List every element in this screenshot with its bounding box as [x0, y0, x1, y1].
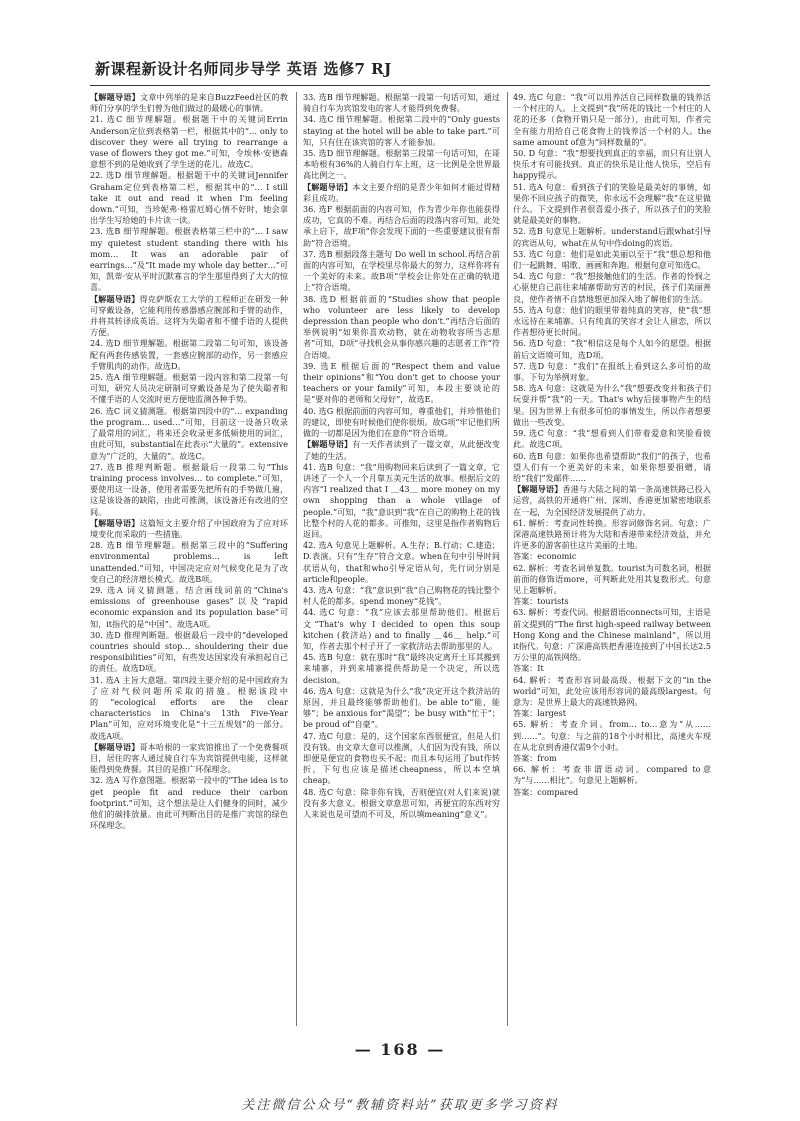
answer-paragraph	[303, 92, 500, 114]
answer-paragraph	[303, 462, 500, 540]
paragraph-text: 22. 选D 细节理解题。根据题干中的关键词Jennifer Graham定位到表格第二栏，根据其中的“… I still take it out and read it when I'm feeling down.”可知，当珍妮弗·格雷厄姆心情不好时，她会拿出学生写给她的卡片读一读。	[90, 170, 288, 226]
guide-label: 【解题导语】	[303, 439, 353, 450]
answer-paragraph	[90, 675, 288, 742]
answer-paragraph	[513, 249, 711, 271]
answer-paragraph	[513, 338, 711, 360]
paragraph-text: 59. 选C 句意：“我”想看到人们带着爱意和笑脸看彼此。故选C项。	[513, 428, 711, 450]
paragraph-text: 28. 选B 细节理解题。根据第三段中的“Suffering environmental problems… is left unattended.”可知，中国决定应对气候变化是为了改变自己的经济增长模式。故选B项。	[90, 540, 288, 584]
paragraph-text: 29. 选A 词义猜测题。结合画线词前的“China's emissions of greenhouse gases”以及“rapid economic expansion and its population base”可知，it指代的是“中国”。故选A项。	[90, 584, 288, 629]
guide-label: 【解题导语】	[90, 92, 141, 102]
answer-paragraph	[513, 764, 711, 786]
answer-paragraph	[303, 148, 500, 182]
answer-paragraph	[513, 563, 711, 597]
answer-paragraph	[303, 249, 500, 294]
paragraph-text: 61. 解析：考查词性转换。形容词修饰名词。句意：广深港高速铁路预计将为大陆和香港带来经济效益，并允许更多的游客前往这片美丽的土地。	[513, 517, 711, 551]
answer-paragraph	[90, 775, 288, 831]
paragraph-text: 53. 选C 句意：他们是如此美丽以至于“我”想总想和他们一起跳舞、唱歌、画画和奔跑。根据句意可知选C。	[513, 248, 711, 271]
section-guide-paragraph	[90, 92, 288, 114]
answer-paragraph	[303, 540, 500, 585]
paragraph-text: 24. 选D 细节理解题。根据第二段第二句可知，该设备配有两套传感装置，一套感应腕部的动作，另一套感应手臂肌肉的动作。故选D。	[90, 338, 288, 371]
answer-paragraph	[513, 182, 711, 227]
answer-paragraph	[303, 787, 500, 821]
section-guide-paragraph	[513, 484, 711, 518]
answer-paragraph	[303, 204, 500, 249]
paragraph-text: 49. 选C 句意：“我”可以用养活自己同样数量的钱养活一个村庄的人。上文提到“我”所花的钱比一个村庄的人花的还多（食物开销只是一部分），由此可知，作者完全有能力用给自己花食物上的钱养活一个村的人。the same amount of意为“同样数量的”。	[513, 92, 711, 147]
answer-paragraph	[90, 114, 288, 170]
answer-paragraph	[303, 607, 500, 652]
column-2	[303, 92, 500, 820]
paragraph-text: 60. 选B 句意：如果你也希望帮助“我们”的孩子，也希望人们有一个更美好的未来，如果你想要捐赠，请给“我们”发邮件……	[513, 450, 711, 483]
answer-paragraph	[513, 148, 711, 182]
guide-label: 【解题导语】	[303, 181, 353, 192]
paragraph-text: 本文主要介绍的是青少年如何才能过得精彩且成功。	[303, 181, 500, 203]
paragraph-text: 66. 解析：考查非谓语动词。compared to意为“与……相比”。句意见上题解析。	[513, 764, 711, 786]
answer-paragraph	[513, 92, 711, 148]
column-divider	[507, 92, 508, 1026]
paragraph-text: 哥本哈根的一家宾馆推出了一个免费餐项目，居住的客人通过骑自行车为宾馆提供电能，这样就能得到免费餐。其目的是推广环保理念。	[90, 741, 288, 775]
answer-paragraph	[513, 753, 711, 764]
paragraph-text: 65. 解析：考查介词。from… to…意为“从……到……”。句意：与之前的18个小时相比，高速火车现在从北京到香港仅需9个小时。	[513, 719, 711, 752]
section-guide-paragraph	[90, 518, 288, 540]
paragraph-text: 这篇短文主要介绍了中国政府为了应对环境变化而采取的一些措施。	[90, 517, 288, 539]
paragraph-text: 38. 选D 根据前面的“Studies show that people who volunteer are less likely to develop depression than people who don't.”再结合后面的举例说明“如果你喜欢动物，就在动物收容所当志愿者”可知，D项“寻找机会从事你感兴趣的志愿者工作”符合语境。	[303, 293, 500, 360]
answer-paragraph	[303, 361, 500, 406]
paragraph-text: 44. 选C 句意：“我”应该去那里帮助他们。根据后文“That's why I decided to open this soup kitchen (救济站) and to finally ＿46＿ help.”可知，作者去那个村子开了一家救济站去帮助那里的人。	[303, 607, 500, 651]
section-guide-paragraph	[303, 182, 500, 204]
paragraph-text: 42. 选A 句意见上题解析。A.生存；B.行动；C.建造；D.表演。只有“生存”符合文意。when在句中引导时间状语从句，that和who引导定语从句，先行词分别是article和people。	[303, 540, 500, 584]
paragraph-text: 41. 选B 句意：“我”用购物回来后读到了一篇文章，它讲述了一个人一个月靠五美元生活的故事。根据后文的内容“I realized that I ＿43＿ more money on my own shopping than a whole village of people.”可知，“我”意识到“我”在自己的购物上花的钱比整个村的人花的都多。可推知，这里是指作者购物后返回。	[303, 461, 500, 539]
answer-paragraph	[513, 361, 711, 383]
answer-paragraph	[303, 686, 500, 731]
paragraph-text: 27. 选B 推理判断题。根据最后一段第二句“This training process involves… to complete.”可知，要使用这一设备，使用者需要先把所有的手势做几遍，这是该设备的缺陷，由此可推测，该设备还有改进的空间。	[90, 461, 288, 517]
paragraph-text: 答案：tourists	[513, 596, 569, 607]
answer-paragraph	[90, 585, 288, 630]
paragraph-text: 56. 选D 句意：“我”相信这是每个人如今的愿望。根据前后文语境可知，选D项。	[513, 338, 711, 360]
paragraph-text: 55. 选A 句意：他们的眼里带着纯真的笑容，使“我”想永远待在来埔寨。只有纯真的笑容才会让人留恋，所以作者想待更长时间。	[513, 304, 711, 338]
paragraph-text: 57. 选D 句意：“我们”在报纸上看到这么多可怕的故事。下句为举例对象。	[513, 360, 711, 383]
header-rule	[90, 85, 710, 86]
page-number: — 168 —	[354, 1040, 446, 1059]
paragraph-text: 58. 选A 句意：这就是为什么“我”想要改变并和孩子们玩耍并帮“我”的一天。That's why后接事物产生的结果。因为世界上有很多可怕的事情发生，所以作者想要做出一些改变。	[513, 383, 711, 427]
answer-paragraph	[90, 540, 288, 585]
answer-paragraph	[513, 551, 711, 562]
answer-paragraph	[513, 226, 711, 248]
guide-label: 【解题导语】	[90, 517, 140, 528]
section-guide-paragraph	[90, 742, 288, 776]
answer-paragraph	[90, 226, 288, 293]
guide-label: 【解题导语】	[513, 484, 563, 495]
answer-paragraph	[90, 630, 288, 675]
footer-watermark-text: 关注微信公众号“教辅资料站”获取更多学习资料	[241, 1098, 559, 1113]
answer-paragraph	[90, 462, 288, 518]
paragraph-text: 有一天作者读到了一篇文章，从此便改变了她的生活。	[303, 439, 500, 461]
paragraph-text: 52. 选B 句意见上题解析。understand后跟what引导的宾语从句，what在从句中作doing的宾语。	[513, 226, 711, 248]
paragraph-text: 48. 选C 句意：除非你有钱，否则便宜(对人们来说)就没有多大意义。根据文章意思可知，再便宜的东西对穷人来说也是可望而不可及，所以填meaning“意义”。	[303, 786, 500, 819]
paragraph-text: 40. 选G 根据前面的内容可知，尊重他们，并珍惜他们的建议，即使有时候他们使你很烦。故G项“牢记他们所做的一切都是因为他们在意你”符合语境。	[303, 405, 500, 439]
guide-label: 【解题导语】	[90, 741, 140, 752]
paragraph-text: 答案：compared	[513, 786, 579, 797]
answer-paragraph	[303, 406, 500, 440]
paragraph-text: 50. D 句意：“我”想要找到真正的幸福，而只有让别人快乐才有可能找到。真正的快乐是让他人快乐，空后有happy提示。	[513, 148, 711, 181]
answer-paragraph	[513, 719, 711, 753]
paragraph-text: 26. 选C 词义猜测题。根据第四段中的“… expanding the program… used…”可知，目前这一设备只收录了最常用的词汇，将来还会收录更多低频使用的词汇，由此可知，substantial在此表示“大量的”。extensive意为“广泛的，大量的”。故选C。	[90, 405, 288, 461]
paragraph-text: 51. 选A 句意：看到孩子们的笑脸是最美好的事情，如果你不回应孩子的微笑，你永远不会理解“我”在这里做什么。下文提到作者很喜爱小孩子，所以孩子们的笑脸就是最美好的事物。	[513, 181, 711, 226]
paragraph-text: 47. 选C 句意：是的，这个国家东西很便宜，但是人们没有钱。由文章大意可以推测，人们因为没有钱，所以即便是便宜的食物也买不起；而且本句运用了but作转折，下句也应该是描述cheapness，所以本空填cheap。	[303, 730, 500, 786]
paragraph-text: 香港与大陆之间的第一条高速铁路已投入运营，高铁的开通将广州、深圳、香港更加紧密地联系在一起，为全国经济发展提供了动力。	[513, 484, 711, 517]
guide-label: 【解题导语】	[90, 293, 140, 304]
paragraph-text: 30. 选D 推理判断题。根据最后一段中的“developed countries should stop… shouldering their due responsibilities”可知，有些发达国家没有承担起自己的责任。故选D项。	[90, 629, 288, 674]
answer-paragraph	[303, 294, 500, 361]
answer-paragraph	[513, 675, 711, 709]
paragraph-text: 54. 选C 句意：“我”想接触他们的生活。作者的怜悯之心驱使自己前往来埔寨帮助穷苦的村民，孩子们美丽善良，使作者情不自禁地想更加深入地了解他们的生活。	[513, 271, 711, 304]
paragraph-text: 63. 解析：考查代词。根据谓语connects可知，主语是前文提到的“The first high-speed railway between Hong Kong and the Chinese mainland”，所以用it指代。句意：广深港高铁把香港连接到了中国长达2.5万公里的高铁网络。	[513, 607, 711, 663]
paragraph-text: 25. 选A 细节理解题。根据第一段内容和第二段第一句可知，研究人员决定研制可穿戴设备是为了使失聪者和不懂手语的人交流时更方便地监测各种手势。	[90, 372, 288, 405]
answer-paragraph	[513, 663, 711, 674]
paragraph-text: 答案：from	[513, 752, 557, 763]
answer-paragraph	[513, 787, 711, 798]
answer-paragraph	[90, 372, 288, 406]
answer-paragraph	[303, 731, 500, 787]
paragraph-text: 39. 选E 根据后面的“Respect them and value their opinions”和“You don't get to choose your teachers or your family”可知，本段主要谈论的是“要对你的老师和父母好”，故选E。	[303, 360, 500, 405]
answer-paragraph	[90, 170, 288, 226]
paragraph-text: 文章中列举的是来自BuzzFeed社区的教师们分享的学生们曾为他们做过的最暖心的事情。	[90, 92, 288, 114]
answer-paragraph	[513, 518, 711, 552]
column-divider	[296, 92, 297, 1026]
section-guide-paragraph	[90, 294, 288, 339]
answer-paragraph	[303, 114, 500, 148]
answer-paragraph	[513, 596, 711, 607]
paragraph-text: 46. 选A 句意：这就是为什么“我”决定开这个救济站的原因，并且最终能够帮助他们。be able to“能，能够”；be anxious for“渴望”；be busy with“忙于”；be proud of“自豪”。	[303, 685, 500, 730]
paragraph-text: 答案：It	[513, 663, 544, 674]
paragraph-text: 36. 选F 根据前面的内容可知，作为青少年你也能获得成功，它真的不难。再结合后面的段落内容可知，此处承上启下，故F项“你会发现下面的一些重要建议很有帮助”符合语境。	[303, 204, 500, 248]
page-header-title: 新课程新设计名师同步导学 英语 选修7 RJ	[95, 60, 392, 78]
answer-paragraph	[303, 585, 500, 607]
paragraph-text: 答案：economic	[513, 551, 577, 562]
column-1	[90, 92, 288, 831]
answer-paragraph	[513, 451, 711, 485]
answer-paragraph	[90, 406, 288, 462]
paragraph-text: 得克萨斯农工大学的工程师正在研发一种可穿戴设备，它能利用传感器感应腕部和手臂的动作，并将其转译成英语。这将为失聪者和不懂手语的人提供方便。	[90, 293, 288, 338]
paragraph-text: 35. 选D 细节理解题。根据第三段第一句话可知，在哥本哈根有36%的人骑自行车上班，这一比例是全世界最高比例之一。	[303, 148, 500, 181]
answer-paragraph	[90, 338, 288, 372]
paragraph-text: 37. 选B 根据段落主题句 Do well in school.再结合前面的内容可知，在学校里尽你最大的努力，这样你将有一个美好的未来。故B项“学校会让你处在正确的轨道上”符合语境。	[303, 248, 500, 293]
paragraph-text: 32. 选A 写作意图题。根据第一段中的“The idea is to get people fit and reduce their carbon footprint.”可知，这个想法是让人们健身的同时，减少他们的碳排放量。由此可判断出目的是推广宾馆的绿色环保理念。	[90, 775, 288, 831]
paragraph-text: 31. 选A 主旨大意题。第四段主要介绍的是中国政府为了应对气候问题所采取的措施。根据该段中的“ecological efforts are the clear characteristics in China's 13th Five-Year Plan”可知，应对环境变化是“十三五规划”的一部分。故选A项。	[90, 674, 288, 741]
answer-paragraph	[303, 652, 500, 686]
paragraph-text: 23. 选B 细节理解题。根据表格第三栏中的“… I saw my quietest student standing there with his mom… It was an adorable pair of earrings…”及“It made my whole day better…”可知，凯蒂·安从平时沉默寡言的学生那里得到了大大的惊喜。	[90, 226, 288, 293]
answer-paragraph	[513, 428, 711, 450]
column-3	[513, 92, 711, 798]
answer-paragraph	[513, 607, 711, 663]
paragraph-text: 62. 解析：考查名词单复数。tourist为可数名词，根据前面的修饰语more，可判断此处用其复数形式。句意见上题解析。	[513, 562, 711, 595]
paragraph-text: 34. 选C 细节理解题。根据第二段中的“Only guests staying at the hotel will be able to take part.”可知，只有住在该宾馆的客人才能参加。	[303, 114, 500, 147]
paragraph-text: 21. 选C 细节理解题。根据题干中的关键词Errin Anderson定位到表格第一栏，根据其中的“… only to discover they were all trying to rearrange a vase of flowers they got me.”可知，令埃林·安德森意想不到的是她收到了学生送的花儿。故选C。	[90, 114, 288, 170]
answer-paragraph	[513, 383, 711, 428]
paragraph-text: 43. 选A 句意：“我”意识到“我”自己购物花的钱比整个村人花的都多。spend money“花钱”。	[303, 584, 500, 607]
paragraph-text: 64. 解析：考查形容词最高级。根据下文的“in the world”可知，此处应该用形容词的最高级largest。句意为：是世界上最大的高速铁路网。	[513, 674, 711, 707]
answer-paragraph	[513, 271, 711, 305]
paragraph-text: 45. 选B 句意：就在那时“我”最终决定离开土耳其搬到来埔寨，并到来埔寨提供帮助是一个决定，所以选decision。	[303, 652, 500, 685]
answer-paragraph	[513, 305, 711, 339]
paragraph-text: 答案：largest	[513, 708, 566, 719]
answer-paragraph	[513, 708, 711, 719]
section-guide-paragraph	[303, 439, 500, 461]
paragraph-text: 33. 选B 细节理解题。根据第一段第一句话可知，通过骑自行车为宾馆发电的客人才能得到免费餐。	[303, 92, 500, 114]
